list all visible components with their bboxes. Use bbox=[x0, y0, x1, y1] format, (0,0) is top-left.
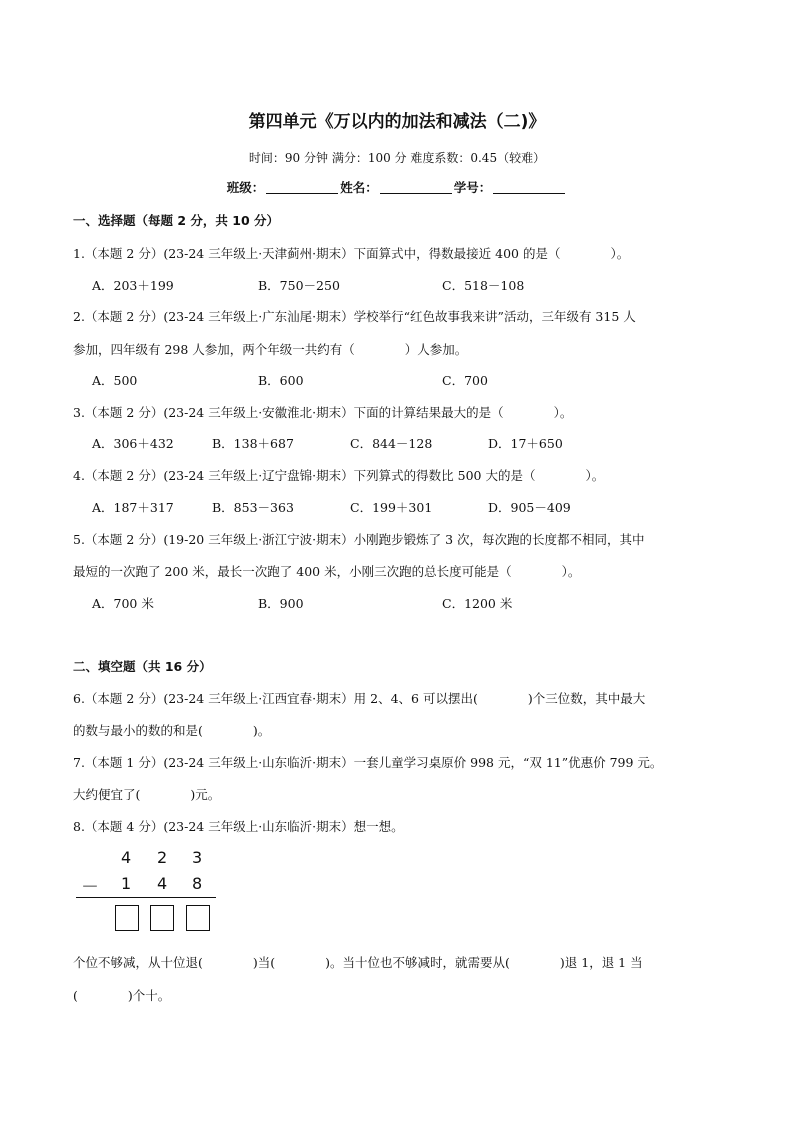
q3-option-c[interactable]: C．844－128 bbox=[350, 436, 433, 451]
question-1: 1.（本题 2 分）(23-24 三年级上·天津蓟州·期末）下面算式中，得数最接近 400 的是（ ）。 bbox=[73, 246, 630, 261]
calc-rule-line bbox=[76, 897, 216, 898]
answer-box-hundreds[interactable] bbox=[115, 905, 139, 931]
top-digit-ones: 3 bbox=[192, 848, 203, 867]
question-6: 6.（本题 2 分）(23-24 三年级上·江西宜春·期末）用 2、4、6 可以摆出( )个三位数，其中最大 bbox=[73, 691, 646, 706]
q4-option-c[interactable]: C．199＋301 bbox=[350, 500, 433, 515]
question-7-cont: 大约便宜了( )元。 bbox=[73, 787, 221, 802]
id-label: 学号： bbox=[453, 180, 492, 195]
q3-option-a[interactable]: A．306＋432 bbox=[92, 436, 174, 451]
question-3: 3.（本题 2 分）(23-24 三年级上·安徽淮北·期末）下面的计算结果最大的是（ ）。 bbox=[73, 405, 573, 420]
student-info bbox=[0, 178, 794, 196]
q4-option-d[interactable]: D．905－409 bbox=[488, 500, 571, 515]
question-2: 2.（本题 2 分）(23-24 三年级上·广东汕尾·期末）学校举行“红色故事我来讲”活动，三年级有 315 人 bbox=[73, 309, 636, 324]
question-2-cont: 参加，四年级有 298 人参加，两个年级一共约有（ ）人参加。 bbox=[73, 342, 468, 357]
q5-option-b[interactable]: B．900 bbox=[258, 596, 304, 611]
q5-option-c[interactable]: C．1200 米 bbox=[442, 596, 513, 611]
answer-box-tens[interactable] bbox=[150, 905, 174, 931]
q4-option-a[interactable]: A．187＋317 bbox=[92, 500, 174, 515]
q1-option-a[interactable]: A．203＋199 bbox=[92, 278, 174, 293]
bottom-digit-ones: 8 bbox=[192, 874, 203, 893]
top-digit-tens: 2 bbox=[157, 848, 168, 867]
question-8-text: 个位不够减，从十位退( )当( )。当十位也不够减时，就需要从( )退 1，退 1 当 bbox=[73, 955, 643, 970]
section-choice-title: 一、选择题（每题 2 分，共 10 分） bbox=[73, 213, 280, 228]
q1-option-b[interactable]: B．750－250 bbox=[258, 278, 340, 293]
question-5-cont: 最短的一次跑了 200 米，最长一次跑了 400 米，小刚三次跑的总长度可能是（ ）。 bbox=[73, 564, 581, 579]
bottom-digit-tens: 4 bbox=[157, 874, 168, 893]
question-7: 7.（本题 1 分）(23-24 三年级上·山东临沂·期末）一套儿童学习桌原价 998 元，“双 11”优惠价 799 元。 bbox=[73, 755, 663, 770]
q2-option-a[interactable]: A．500 bbox=[92, 373, 138, 388]
q1-option-c[interactable]: C．518－108 bbox=[442, 278, 525, 293]
question-6-cont: 的数与最小的数的和是( )。 bbox=[73, 723, 271, 738]
exam-meta: 时间：90 分钟 满分：100 分 难度系数：0.45（较难） bbox=[248, 151, 546, 165]
question-4: 4.（本题 2 分）(23-24 三年级上·辽宁盘锦·期末）下列算式的得数比 500 大的是（ ）。 bbox=[73, 468, 605, 483]
minus-sign: － bbox=[81, 877, 99, 898]
q3-option-d[interactable]: D．17＋650 bbox=[488, 436, 563, 451]
top-digit-hundreds: 4 bbox=[121, 848, 132, 867]
class-label: 班级： bbox=[226, 180, 265, 195]
class-field[interactable] bbox=[266, 181, 338, 194]
question-8: 8.（本题 4 分）(23-24 三年级上·山东临沂·期末）想一想。 bbox=[73, 819, 404, 834]
answer-box-ones[interactable] bbox=[186, 905, 210, 931]
question-5: 5.（本题 2 分）(19-20 三年级上·浙江宁波·期末）小刚跑步锻炼了 3 次，每次跑的长度都不相同，其中 bbox=[73, 532, 645, 547]
name-field[interactable] bbox=[380, 181, 452, 194]
question-8-cont: ( )个十。 bbox=[73, 988, 171, 1003]
id-field[interactable] bbox=[493, 181, 565, 194]
q3-option-b[interactable]: B．138＋687 bbox=[212, 436, 294, 451]
section-fill-title: 二、填空题（共 16 分） bbox=[73, 659, 212, 674]
name-label: 姓名： bbox=[340, 180, 378, 195]
page-title: 第四单元《万以内的加法和减法（二)》 bbox=[248, 112, 546, 132]
q4-option-b[interactable]: B．853－363 bbox=[212, 500, 294, 515]
q5-option-a[interactable]: A．700 米 bbox=[92, 596, 154, 611]
q2-option-c[interactable]: C．700 bbox=[442, 373, 488, 388]
bottom-digit-hundreds: 1 bbox=[121, 874, 132, 893]
q2-option-b[interactable]: B．600 bbox=[258, 373, 304, 388]
